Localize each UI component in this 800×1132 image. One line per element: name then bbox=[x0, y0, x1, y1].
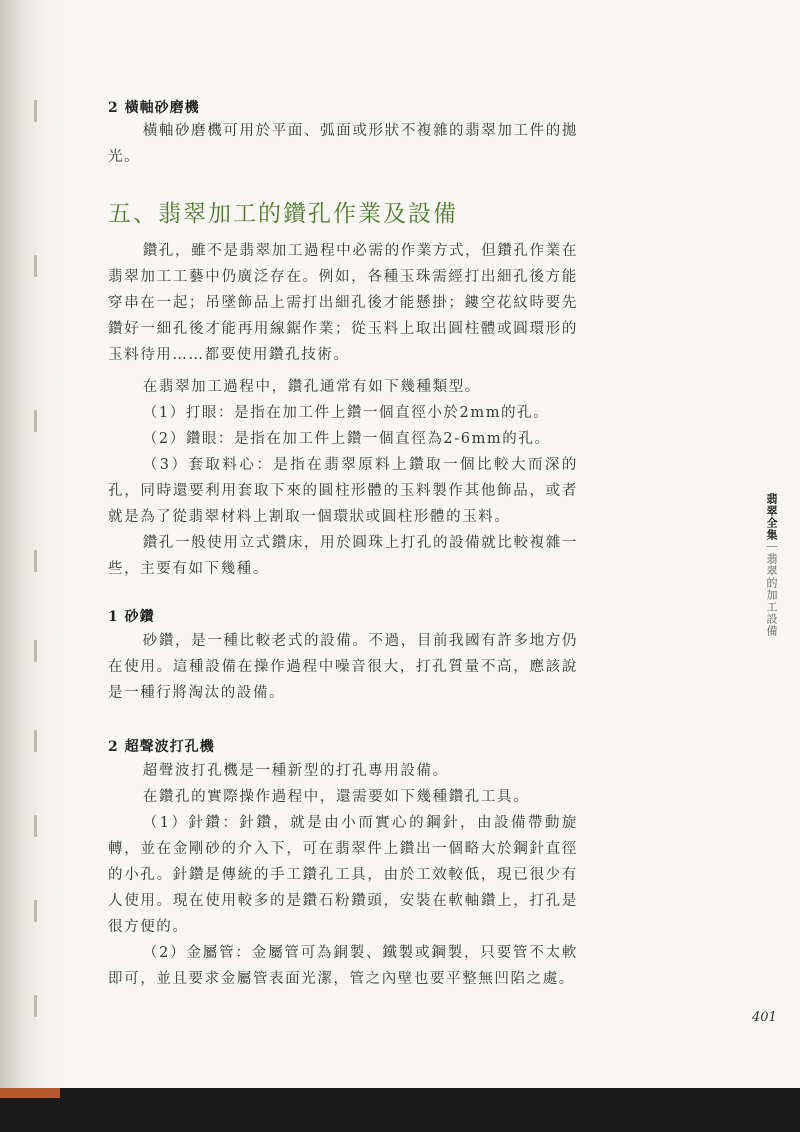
heading-horizontal-sander: 2 橫軸砂磨機 bbox=[108, 100, 200, 116]
heading-sand-drill: 1 砂鑽 bbox=[108, 609, 155, 625]
section-title-drilling: 五、翡翠加工的鑽孔作業及設備 bbox=[108, 201, 458, 227]
paragraph-horizontal-sander: 橫軸砂磨機可用於平面、弧面或形狀不複雜的翡翠加工件的拋光。 bbox=[108, 123, 578, 165]
paragraph-sand-drill: 砂鑽，是一種比較老式的設備。不過，目前我國有許多地方仍在使用。這種設備在操作過程中噪音很大，打孔質量不高，應該說是一種行將淘汰的設備。 bbox=[108, 633, 578, 701]
list-item-drill-small: （1）打眼：是指在加工件上鑽一個直徑小於2mm的孔。 bbox=[142, 405, 550, 421]
heading-ultrasonic-drill: 2 超聲波打孔機 bbox=[108, 739, 215, 755]
side-label-book: 翡翠全集 bbox=[765, 493, 778, 541]
paragraph-drilling-tools: 在鑽孔的實際操作過程中，還需要如下幾種鑽孔工具。 bbox=[142, 789, 530, 805]
page-bottom-edge bbox=[0, 1088, 800, 1132]
list-item-metal-tube: （2）金屬管：金屬管可為銅製、鐵製或鋼製，只要管不太軟即可，並且要求金屬管表面光潔，管之內壁也要平整無凹陷之處。 bbox=[108, 945, 578, 987]
side-label-chapter: 翡翠的加工設備 bbox=[765, 553, 778, 637]
binding-marks bbox=[30, 80, 44, 1040]
list-item-core-extraction: （3）套取料心：是指在翡翠原料上鑽取一個比較大而深的孔，同時還要利用套取下來的圓柱形體的玉料製作其他飾品，或者就是為了從翡翠材料上割取一個環狀或圓柱形體的玉料。 bbox=[108, 457, 578, 525]
paragraph-drill-press: 鑽孔一般使用立式鑽床，用於圓珠上打孔的設備就比較複雜一些，主要有如下幾種。 bbox=[108, 535, 578, 577]
list-item-drill-medium: （2）鑽眼：是指在加工件上鑽一個直徑為2-6mm的孔。 bbox=[142, 431, 551, 447]
list-item-needle-drill: （1）針鑽：針鑽，就是由小而實心的鋼針，由設備帶動旋轉，並在金剛砂的介入下，可在翡翠件上鑽出一個略大於鋼針直徑的小孔。針鑽是傳統的手工鑽孔工具，由於工效較低，現已很少有人使用。現在使用較多的是鑽石粉鑽頭，安裝在軟軸鑽上，打孔是很方便的。 bbox=[108, 815, 578, 935]
paragraph-drilling-intro: 鑽孔，雖不是翡翠加工過程中必需的作業方式，但鑽孔作業在翡翠加工工藝中仍廣泛存在。例如，各種玉珠需經打出細孔後方能穿串在一起；吊墜飾品上需打出細孔後才能懸掛；鏤空花紋時要先鑽好一細孔後才能再用線鋸作業；從玉料上取出圓柱體或圓環形的玉料待用……都要使用鑽孔技術。 bbox=[108, 243, 578, 363]
page-number: 401 bbox=[752, 1010, 777, 1025]
paragraph-ultrasonic-intro: 超聲波打孔機是一種新型的打孔專用設備。 bbox=[142, 763, 449, 779]
paragraph-drilling-types: 在翡翠加工過程中，鑽孔通常有如下幾種類型。 bbox=[142, 379, 481, 395]
running-side-label: 翡翠全集｜翡翠的加工設備 bbox=[765, 493, 778, 637]
